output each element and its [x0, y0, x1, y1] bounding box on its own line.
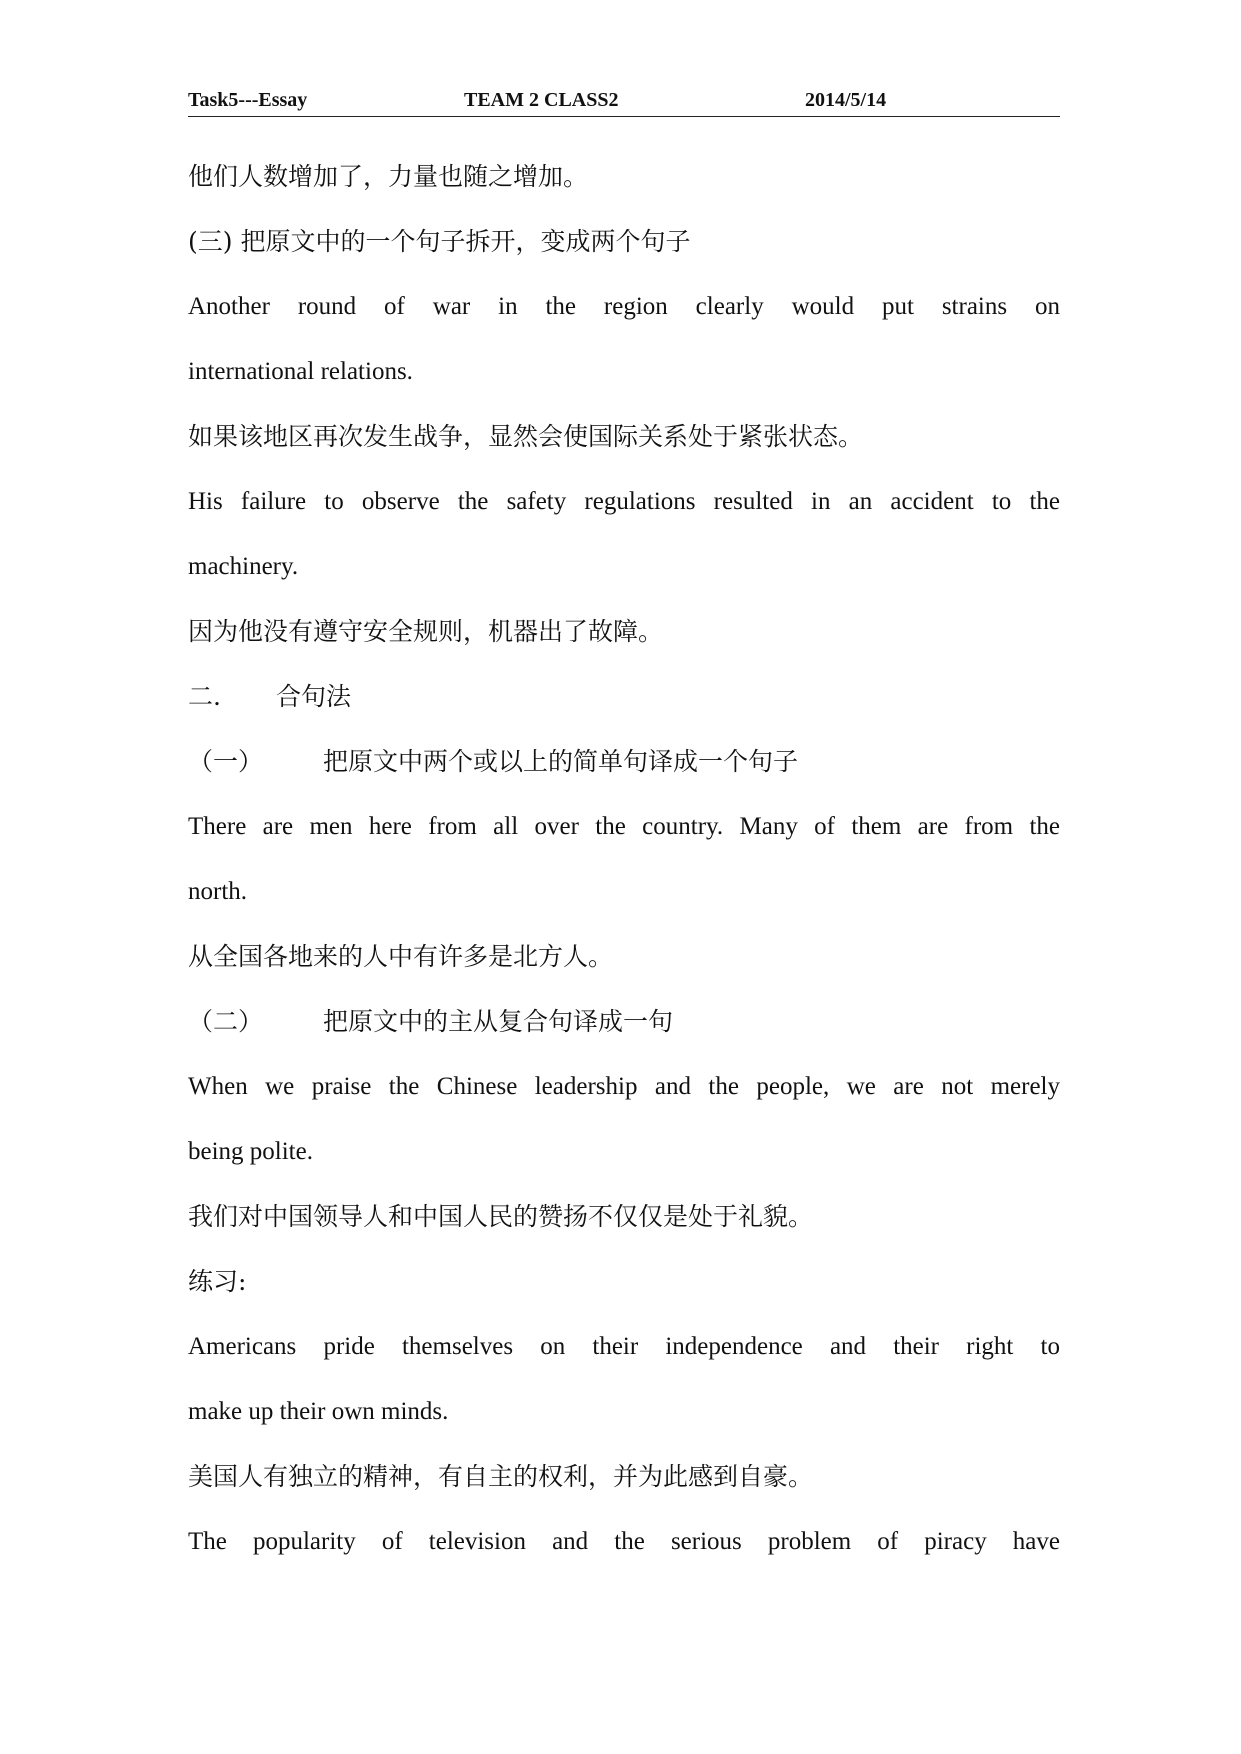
paragraph-line: There are men here from all over the country. Many of them are from the [188, 813, 1060, 840]
subheading-two [188, 1005, 1060, 1070]
paragraph-line: 从全国各地来的人中有许多是北方人。 [188, 942, 614, 971]
subheading-title: 把原文中两个或以上的简单句译成一个句子 [323, 747, 799, 776]
paragraph-line: machinery. [188, 553, 299, 580]
subheading-title: 把原文中的主从复合句译成一句 [323, 1007, 674, 1036]
exercise-heading: 练习: [188, 1267, 247, 1296]
section-heading-two [188, 680, 1060, 745]
paragraph-line: make up their own minds. [188, 1398, 449, 1425]
section-number: 二. [188, 682, 221, 711]
page-header [188, 86, 1060, 117]
paragraph-line: Another round of war in the region clearly would put strains on [188, 293, 1060, 320]
document-body [188, 160, 1060, 1590]
subheading-number: （一） [188, 747, 264, 776]
paragraph-line: being polite. [188, 1138, 313, 1165]
header-task-label: Task5---Essay [188, 89, 308, 111]
paragraph-line: The popularity of television and the serious problem of piracy have [188, 1528, 1060, 1555]
paragraph-line: north. [188, 878, 248, 905]
subheading-number: （二） [188, 1007, 264, 1036]
section-title: 合句法 [276, 682, 352, 711]
paragraph-line: His failure to observe the safety regulations resulted in an accident to the [188, 488, 1060, 515]
paragraph-line: 美国人有独立的精神，有自主的权利，并为此感到自豪。 [188, 1462, 814, 1491]
paragraph-line: Americans pride themselves on their independence and their right to [188, 1333, 1060, 1360]
paragraph-line: 他们人数增加了，力量也随之增加。 [188, 162, 589, 191]
paragraph-line: 因为他没有遵守安全规则，机器出了故障。 [188, 617, 664, 646]
paragraph-line: international relations. [188, 358, 413, 385]
header-date: 2014/5/14 [805, 89, 887, 111]
paragraph-line: 我们对中国领导人和中国人民的赞扬不仅仅是处于礼貌。 [188, 1202, 814, 1231]
paragraph-line: When we praise the Chinese leadership and the people, we are not merely [188, 1073, 1060, 1100]
paragraph-line: 如果该地区再次发生战争，显然会使国际关系处于紧张状态。 [188, 422, 864, 451]
header-team-label: TEAM 2 CLASS2 [464, 89, 619, 111]
subheading-three: (三) 把原文中的一个句子拆开，变成两个句子 [188, 227, 691, 256]
subheading-one [188, 745, 1060, 810]
